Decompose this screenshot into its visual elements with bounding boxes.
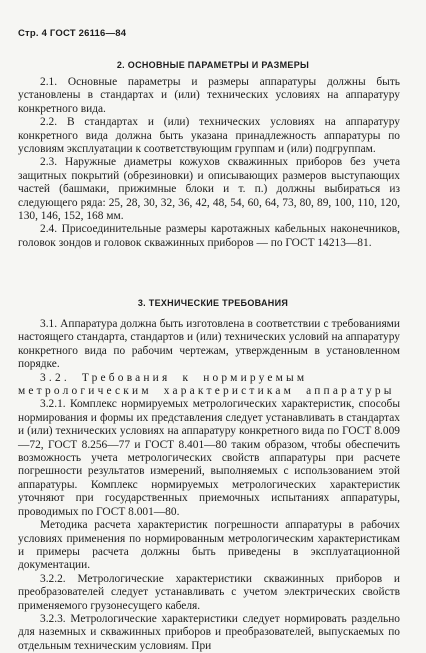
paragraph-2-2: 2.2. В стандартах и (или) технических условиях на аппаратуру конкретного вида должна быть указана принадлежность аппаратуры по условиям эксплуатации к соответствующим группам и (или) подгруппам. (18, 116, 400, 156)
paragraph-3-1: 3.1. Аппаратура должна быть изготовлена в соответствии с требованиями настоящего стандарта, стандартов и (или) технических условий на аппаратуру конкретного вида по рабочим чертежам, утвержденным в установленном порядке. (18, 318, 400, 371)
paragraph-2-3: 2.3. Наружные диаметры кожухов скважинных приборов без учета защитных покрытий (обрезиновки) и описывающих размеров выступающих частей (башмаки, прижимные блоки и т. п.) должны выбираться из следующего ряда: 25, 28, 30, 32, 36, 42, 48, 54, 60, 64, 73, 80, 89, 100, 110, 120, 130, 146, 152, 168 мм. (18, 156, 400, 223)
section-3-title: 3. ТЕХНИЧЕСКИЕ ТРЕБОВАНИЯ (137, 298, 289, 308)
paragraph-3-2: 3.2. Требования к нормируемым метрологическим характеристикам аппаратуры (18, 371, 395, 398)
section-3-body (18, 318, 400, 653)
paragraph-3-2-2: 3.2.2. Метрологические характеристики скважинных приборов и преобразователей следует устанавливать с учетом электрических свойств применяемого грузонесущего кабеля. (18, 572, 400, 612)
section-2-body (18, 76, 400, 250)
paragraph-3-2-3: 3.2.3. Метрологические характеристики следует нормировать раздельно для наземных и скважинных приборов и преобразователей, выпускаемых по отдельным техническим условиям. При (18, 612, 400, 652)
section-2-title: 2. ОСНОВНЫЕ ПАРАМЕТРЫ И РАЗМЕРЫ (116, 60, 310, 70)
paragraph-3-2-1: 3.2.1. Комплекс нормируемых метрологических характеристик, способы нормирования и формы их представления следует устанавливать в стандартах и (или) технических условиях на аппаратуру конкретного вида по ГОСТ 8.009—72, ГОСТ 8.256—77 и ГОСТ 8.401—80 таким образом, чтобы обеспечить возможность учета метрологических свойств аппаратуры при расчете погрешности результатов измерений, выполняемых с использованием этой аппаратуры. Комплекс нормируемых метрологических характеристик уточняют при государственных приемочных испытаниях аппаратуры, проводимых по ГОСТ 8.001—80. (18, 398, 400, 518)
paragraph-2-1: 2.1. Основные параметры и размеры аппаратуры должны быть установлены в стандартах и (или) технических условиях на аппаратуру конкретного вида. (18, 76, 400, 115)
paragraph-method: Методика расчета характеристик погрешности аппаратуры в рабочих условиях применения по нормированным метрологическим характеристикам и примеры расчета должны быть приведены в эксплуатационной документации. (18, 519, 400, 572)
paragraph-2-4: 2.4. Присоединительные размеры каротажных кабельных наконечников, головок зондов и головок скважинных приборов — по ГОСТ 14213—81. (18, 223, 400, 249)
page-header: Стр. 4 ГОСТ 26116—84 (18, 28, 127, 39)
